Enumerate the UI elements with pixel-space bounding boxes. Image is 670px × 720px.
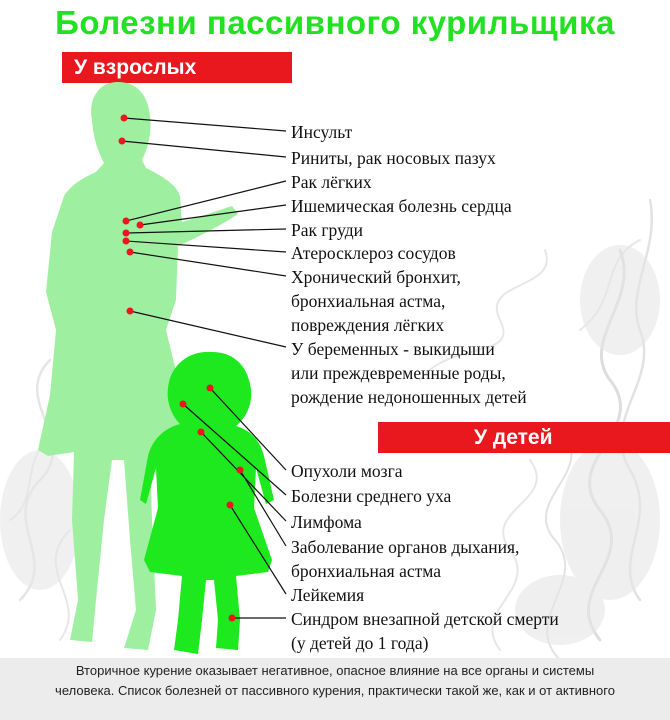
label-preterm-infants: рождение недоношенных детей (291, 387, 527, 407)
section-header-adults: У взрослых (62, 52, 292, 83)
footer-line-1: Вторичное курение оказывает негативное, опасное влияние на все органы и системы (75, 663, 595, 678)
label-respiratory-disease: Заболевание органов дыхания, (291, 537, 520, 557)
footer-line-2: человека. Список болезней от пассивного курения, практически такой же, как и от активного (55, 683, 615, 698)
label-pregnancy-miscarriage: У беременных - выкидыши (291, 339, 495, 359)
label-lung-damage: повреждения лёгких (291, 315, 445, 335)
label-chronic-bronchitis: Хронический бронхит, (291, 267, 461, 287)
label-atherosclerosis: Атеросклероз сосудов (291, 243, 456, 263)
label-brain-tumors: Опухоли мозга (291, 461, 403, 481)
label-rhinitis: Риниты, рак носовых пазух (291, 148, 496, 168)
label-breast-cancer: Рак груди (291, 220, 363, 240)
label-premature-birth: или преждевременные роды, (291, 363, 506, 383)
page-title: Болезни пассивного курильщика (55, 4, 615, 41)
label-lung-cancer: Рак лёгких (291, 172, 372, 192)
label-sids: Синдром внезапной детской смерти (291, 609, 559, 629)
label-middle-ear-disease: Болезни среднего уха (291, 486, 452, 506)
label-ischemic-heart-disease: Ишемическая болезнь сердца (291, 196, 512, 216)
section-header-children: У детей (378, 422, 670, 453)
label-lymphoma: Лимфома (291, 512, 362, 532)
label-sids-age-note: (у детей до 1 года) (291, 633, 429, 653)
label-bronchial-asthma: бронхиальная астма, (291, 291, 446, 311)
label-stroke: Инсульт (291, 122, 353, 142)
label-leukemia: Лейкемия (291, 585, 365, 605)
label-child-asthma: бронхиальная астма (291, 561, 441, 581)
footer-note (0, 658, 670, 720)
